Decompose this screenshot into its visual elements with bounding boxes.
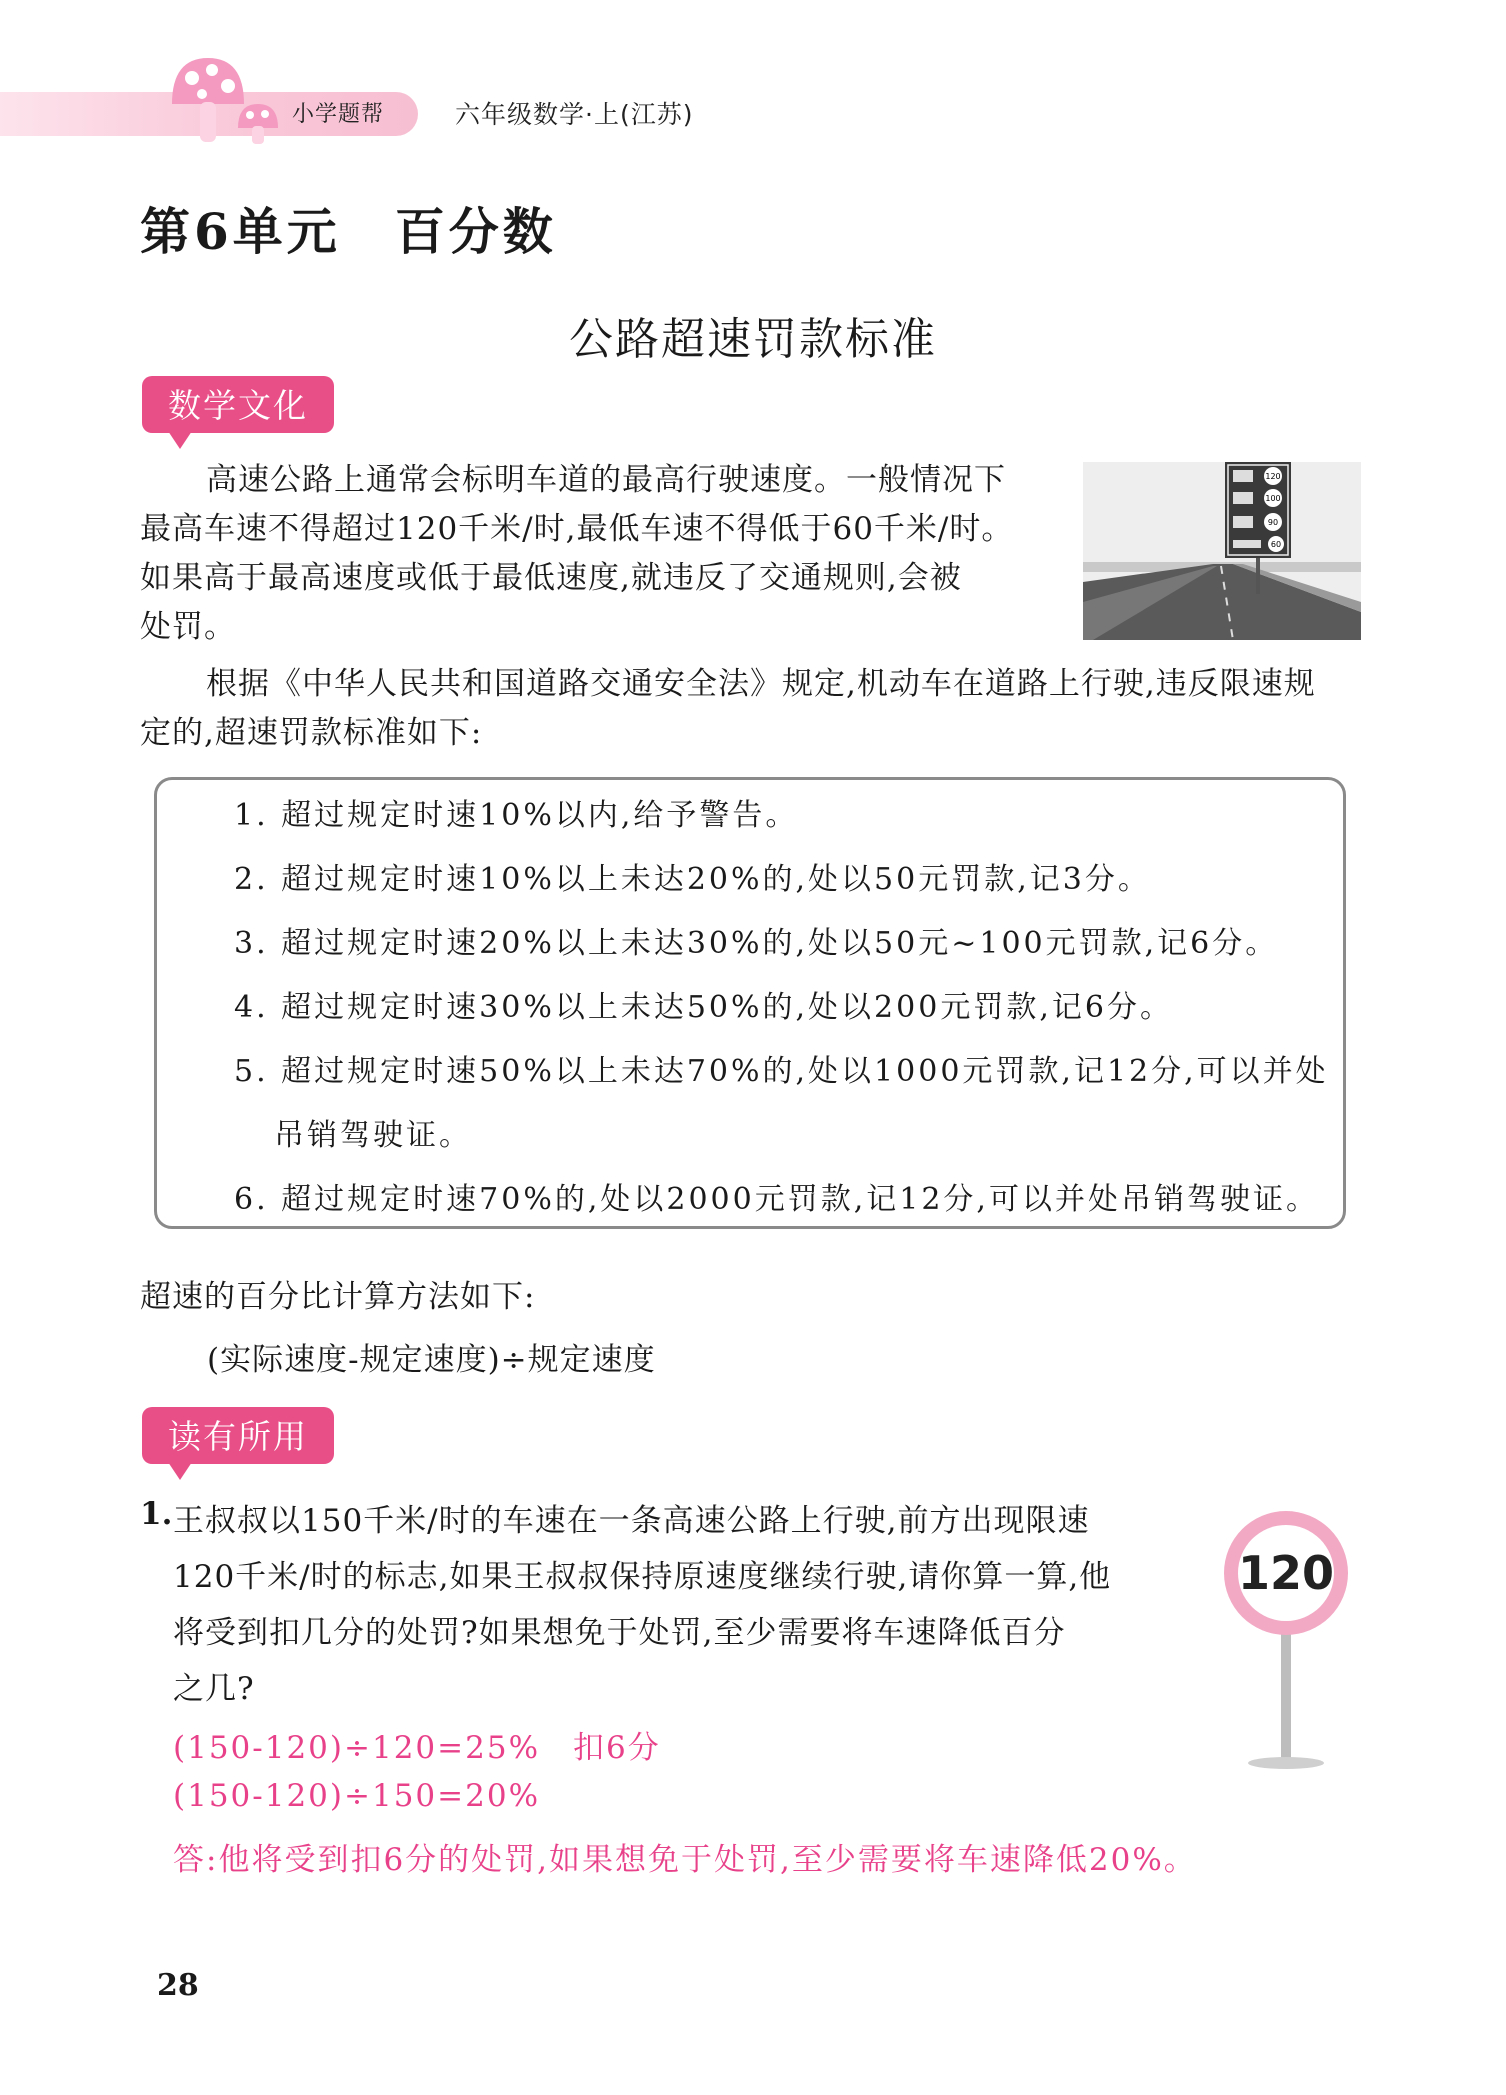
formula: (实际速度-规定速度)÷规定速度 (207, 1342, 656, 1378)
question-line: 120千米/时的标志,如果王叔叔保持原速度继续行驶,请你算一算,他 (173, 1559, 1112, 1595)
paragraph-line: 根据《中华人民共和国道路交通安全法》规定,机动车在道路上行驶,违反限速规 (206, 666, 1316, 702)
paragraph-intro (140, 456, 1090, 652)
highway-photo (1083, 462, 1361, 640)
photo-sign-label: 90 (1267, 518, 1279, 527)
question-text (173, 1493, 1188, 1717)
rule-item: 5. 超过规定时速50%以上未达70%的,处以1000元罚款,记12分,可以并处 (234, 1054, 1329, 1089)
rule-item: 2. 超过规定时速10%以上未达20%的,处以50元罚款,记3分。 (234, 862, 1151, 897)
question-line: 之几? (173, 1671, 255, 1707)
rule-item: 3. 超过规定时速20%以上未达30%的,处以50元~100元罚款,记6分。 (234, 926, 1279, 961)
rule-item: 6. 超过规定时速70%的,处以2000元罚款,记12分,可以并处吊销驾驶证。 (234, 1182, 1319, 1217)
rule-item-continuation: 吊销驾驶证。 (274, 1118, 472, 1153)
photo-sign-label: 100 (1265, 494, 1281, 503)
question-line: 将受到扣几分的处罚?如果想免于处罚,至少需要将车速降低百分 (173, 1615, 1066, 1651)
paragraph-line: 定的,超速罚款标准如下: (140, 715, 483, 751)
header-subject: 六年级数学·上(江苏) (455, 100, 694, 129)
section-tag-culture: 数学文化 (142, 376, 334, 433)
paragraph-law (140, 660, 1380, 758)
header-brand: 小学题帮 (292, 102, 385, 127)
unit-title: 第6单元 百分数 (140, 202, 557, 261)
article-title-text: 公路超速罚款标准 (569, 314, 937, 365)
rule-item: 4. 超过规定时速30%以上未达50%的,处以200元罚款,记6分。 (234, 990, 1173, 1025)
speed-limit-sign (1218, 1505, 1354, 1775)
paragraph-line: 高速公路上通常会标明车道的最高行驶速度。一般情况下 (206, 462, 1006, 498)
mushroom-logo-icon (150, 52, 290, 148)
photo-sign-label: 60 (1270, 540, 1282, 549)
formula-intro: 超速的百分比计算方法如下: (140, 1279, 536, 1315)
section-tag-use: 读有所用 (142, 1407, 334, 1464)
question-number: 1. (140, 1496, 173, 1532)
rule-item: 1. 超过规定时速10%以内,给予警告。 (234, 798, 799, 833)
photo-sign-label: 120 (1265, 472, 1281, 481)
highway-scene-icon (1083, 462, 1361, 640)
article-title (0, 303, 1506, 367)
page-number: 28 (157, 1968, 199, 2003)
question-line: 王叔叔以150千米/时的车速在一条高速公路上行驶,前方出现限速 (173, 1503, 1090, 1539)
paragraph-line: 处罚。 (140, 609, 236, 645)
paragraph-line: 如果高于最高速度或低于最低速度,就违反了交通规则,会被 (140, 560, 962, 596)
speed-limit-value: 120 (1237, 1546, 1335, 1600)
answer-line: (150-120)÷120=25% 扣6分 (173, 1730, 661, 1766)
paragraph-line: 最高车速不得超过120千米/时,最低车速不得低于60千米/时。 (140, 511, 1014, 547)
answer-line: (150-120)÷150=20% (173, 1778, 541, 1814)
answer-line: 答:他将受到扣6分的处罚,如果想免于处罚,至少需要将车速降低20%。 (173, 1842, 1197, 1878)
